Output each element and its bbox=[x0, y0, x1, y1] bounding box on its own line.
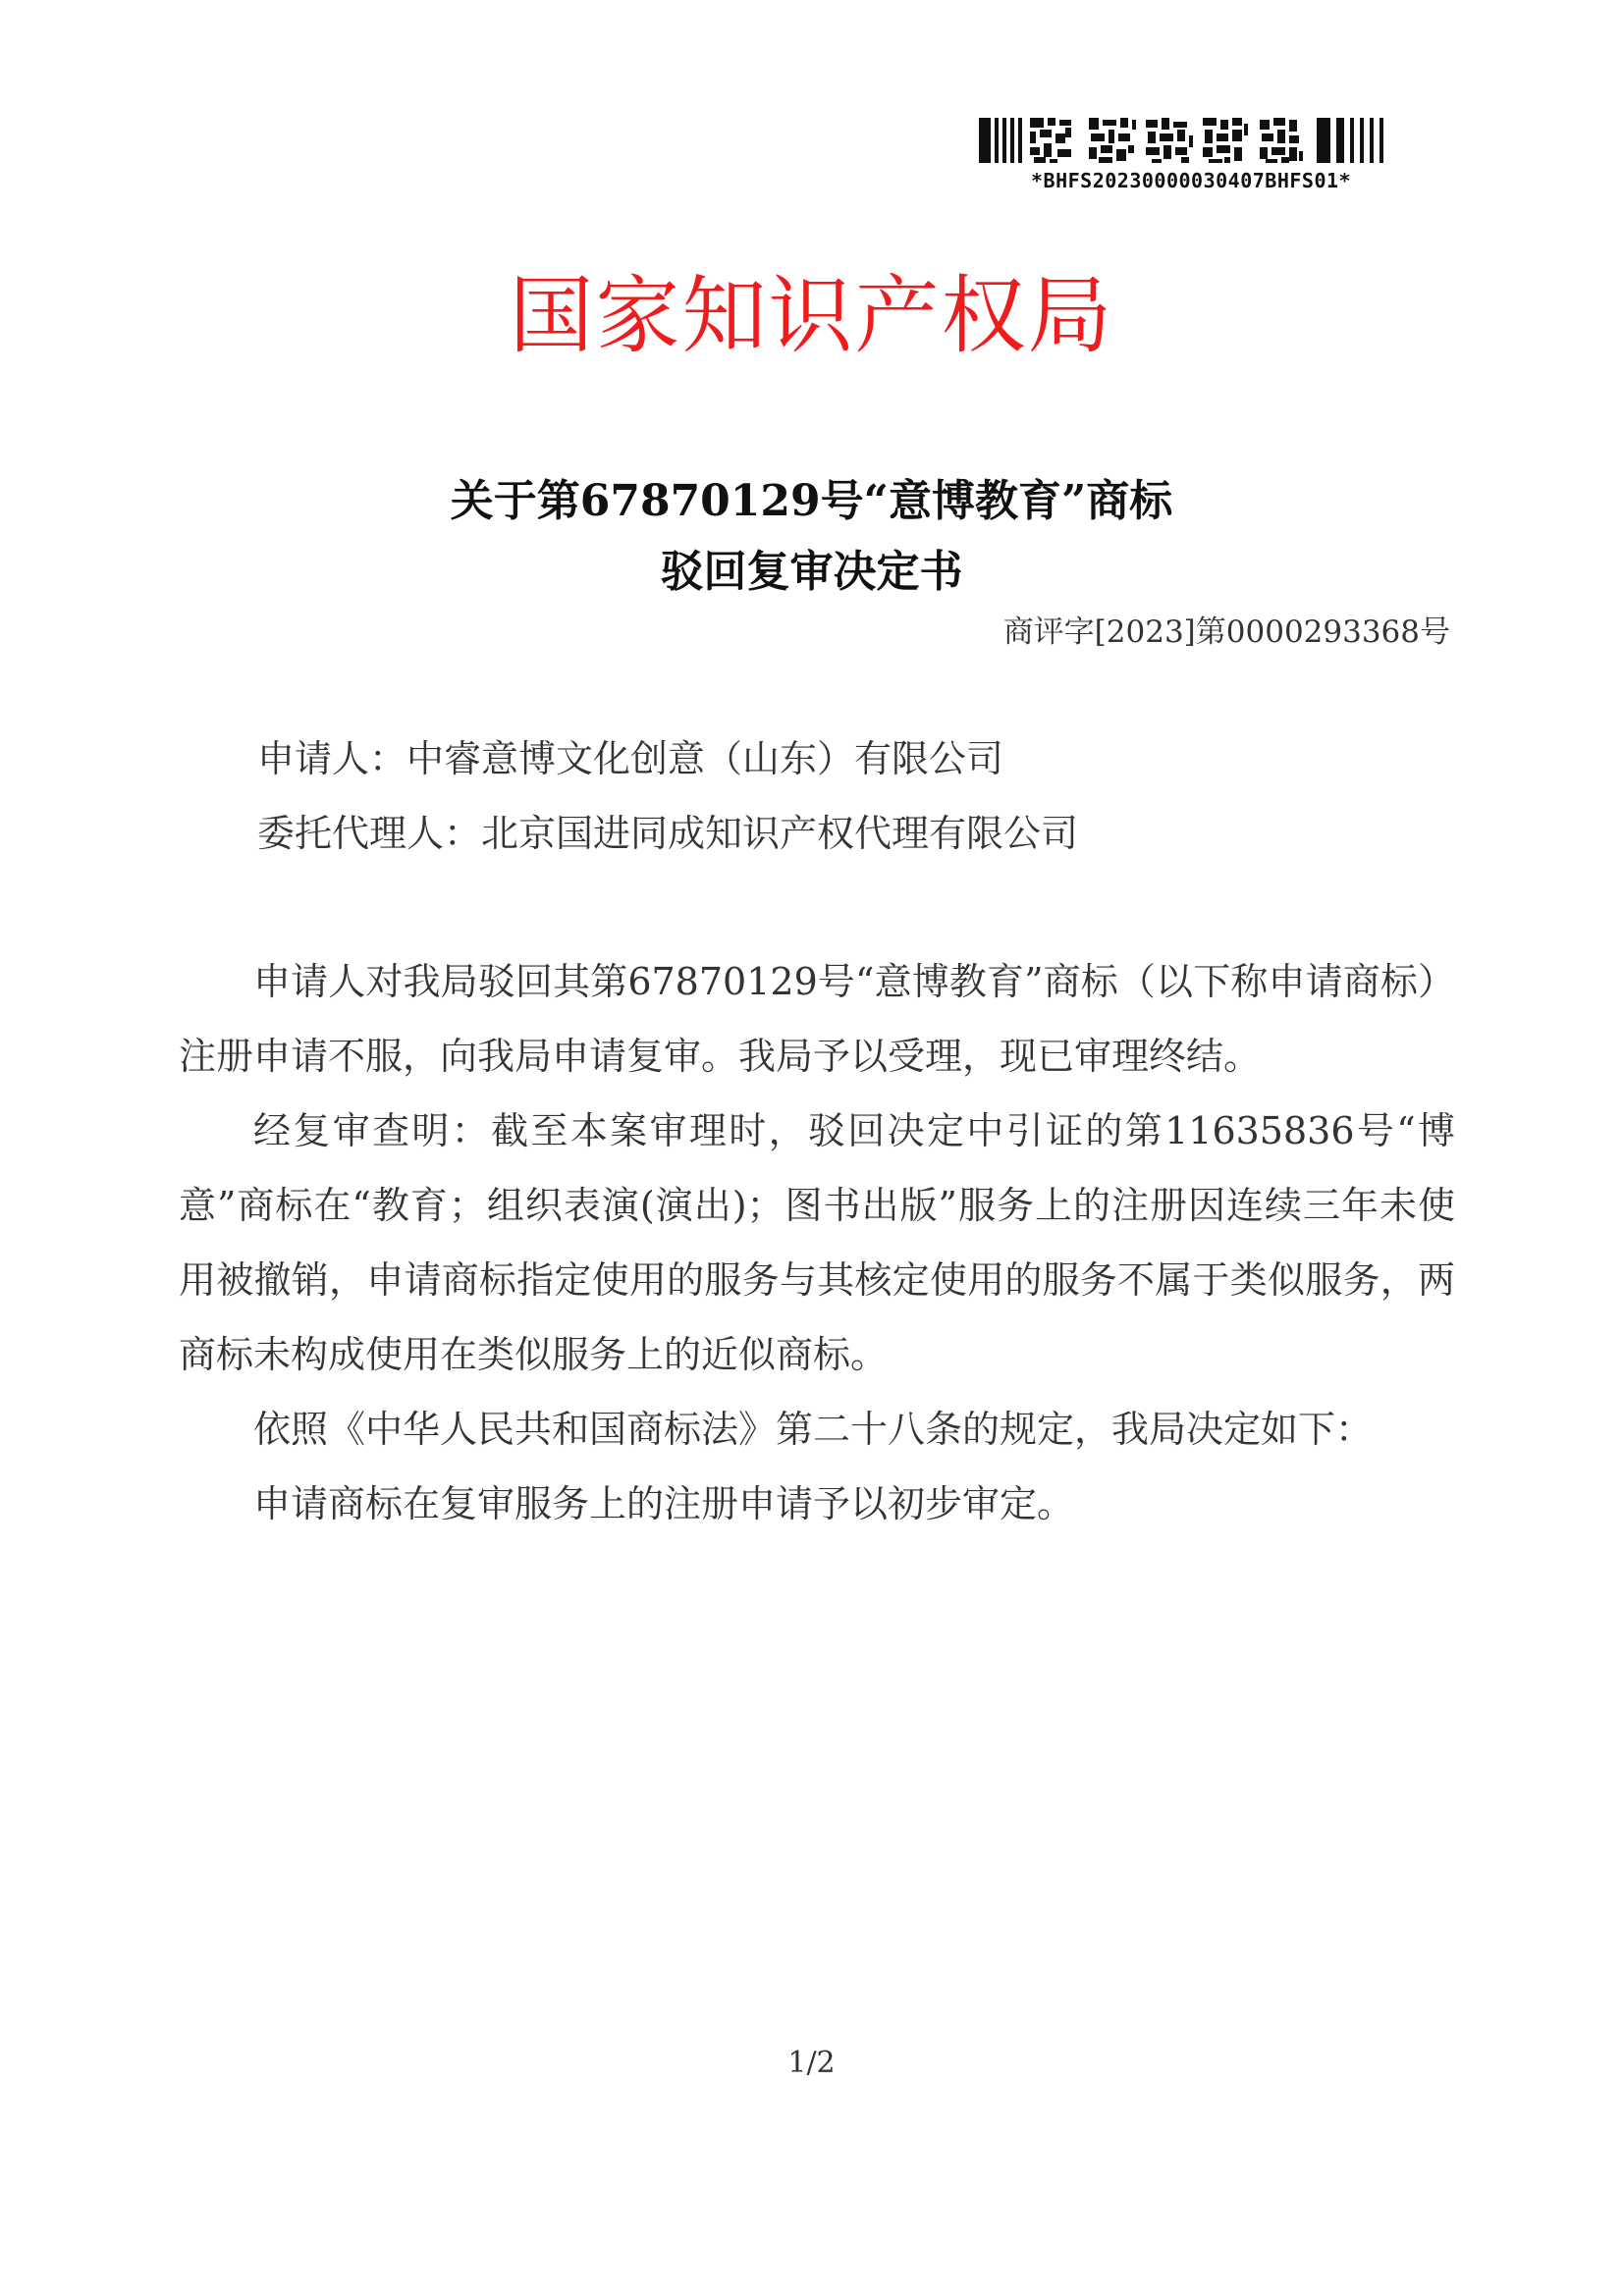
barcode-graphic bbox=[979, 116, 1391, 167]
page-number: 1/2 bbox=[787, 2046, 836, 2080]
paragraph-legal-basis: 依照《中华人民共和国商标法》第二十八条的规定，我局决定如下： bbox=[253, 1408, 1374, 1451]
paragraph-request: 申请人对我局驳回其第67870129号“意博教育”商标（以下称申请商标）注册申请不服，向我局申请复审。我局予以受理，现已审理终结。 bbox=[179, 960, 1455, 1078]
paragraph-decision: 申请商标在复审服务上的注册申请予以初步审定。 bbox=[253, 1482, 1075, 1525]
applicant-line: 申请人：中睿意博文化创意（山东）有限公司 bbox=[257, 737, 1004, 780]
document-number: 商评字[2023]第0000293368号 bbox=[1002, 614, 1450, 650]
document-title-line1: 关于第67870129号“意博教育”商标 bbox=[450, 476, 1173, 526]
decision-body bbox=[179, 944, 1455, 1541]
agency-name: 国家知识产权局 bbox=[509, 267, 1114, 365]
barcode-block bbox=[974, 116, 1396, 192]
barcode-code: *BHFS20230000030407BHFS01* bbox=[1031, 169, 1352, 192]
document-title-line2: 驳回复审决定书 bbox=[660, 547, 963, 597]
paragraph-findings: 经复审查明：截至本案审理时，驳回决定中引证的第11635836号“博意”商标在“教育；组织表演(演出)；图书出版”服务上的注册因连续三年未使用被撤销，申请商标指定使用的服务与其核定使用的服务不属于类似服务，两商标未构成使用在类似服务上的近似商标。 bbox=[179, 1109, 1455, 1376]
agent-line: 委托代理人：北京国进同成知识产权代理有限公司 bbox=[257, 812, 1079, 855]
